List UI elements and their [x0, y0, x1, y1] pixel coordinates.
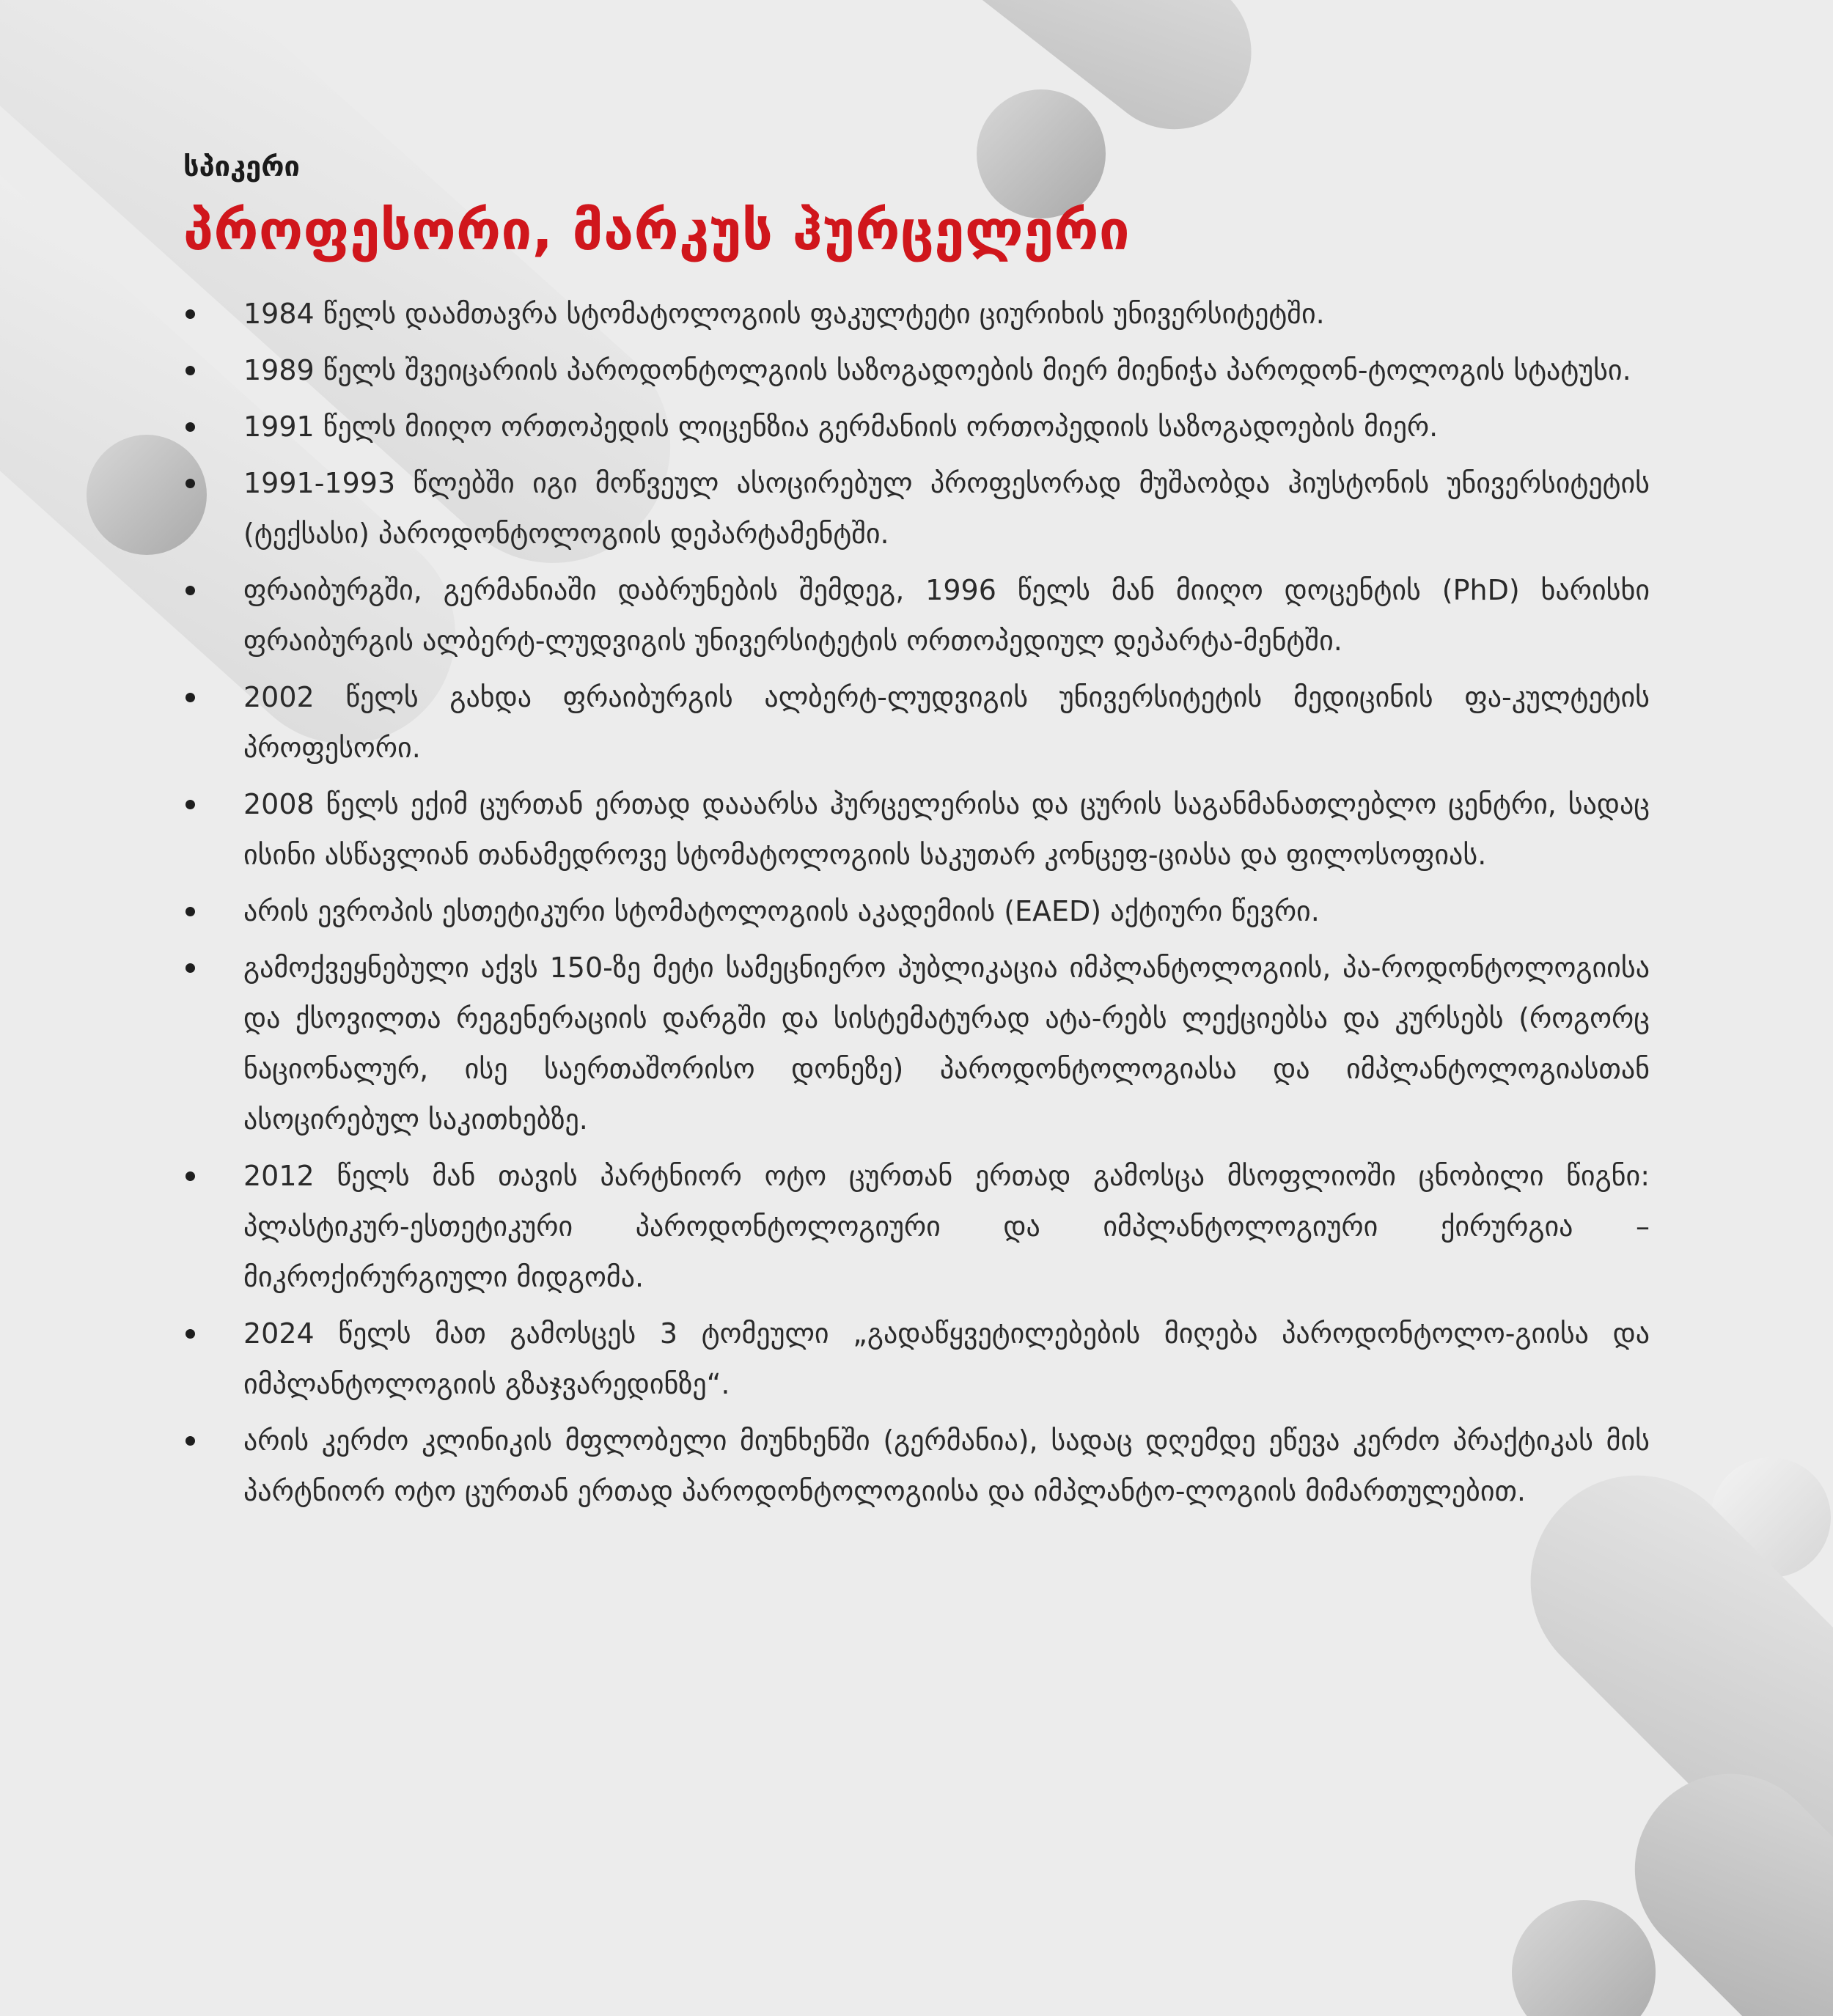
bullet-icon: [185, 309, 195, 319]
bio-item-text: 1991-1993 წლებში იგი მოწვეულ ასოცირებულ პროფესორად მუშაობდა ჰიუსტონის უნივერსიტეტის (ტექსასი) პაროდონტოლოგიის დეპარტამენტში.: [243, 466, 1650, 550]
speaker-label: სპიკერი: [183, 150, 300, 183]
bio-item-text: 2012 წელს მან თავის პარტნიორ ოტო ცურთან ერთად გამოსცა მსოფლიოში ცნობილი წიგნი: პლასტიკურ-ესთეტიკური პაროდონტოლოგიური და იმპლანტოლოგიური ქირურგია – მიკროქირურგიული მიდგომა.: [243, 1159, 1650, 1293]
bullet-icon: [185, 1171, 195, 1181]
bullet-icon: [185, 1436, 195, 1446]
speaker-bio-section: [183, 150, 1650, 1523]
bio-item-text: 1991 წელს მიიღო ორთოპედის ლიცენზია გერმანიის ორთოპედიის საზოგადოების მიერ.: [243, 410, 1439, 443]
bio-item: [183, 458, 1650, 559]
bio-item-text: ფრაიბურგში, გერმანიაში დაბრუნების შემდეგ, 1996 წელს მან მიიღო დოცენტის (PhD) ხარისხი ფრაიბურგის ალბერტ-ლუდვიგის უნივერსიტეტის ორთოპედიულ დეპარტა-მენტში.: [243, 573, 1650, 657]
bio-item: [183, 345, 1650, 396]
bio-list: [183, 289, 1650, 1517]
bio-item: [183, 672, 1650, 773]
bio-item: [183, 402, 1650, 452]
bio-item-text: 2002 წელს გახდა ფრაიბურგის ალბერტ-ლუდვიგის უნივერსიტეტის მედიცინის ფა-კულტეტის პროფესორი.: [243, 680, 1650, 764]
bio-item: [183, 886, 1650, 937]
bio-item: [183, 1416, 1650, 1517]
bullet-icon: [185, 963, 195, 973]
bio-item-text: 1989 წელს შვეიცარიის პაროდონტოლგიის საზოგადოების მიერ მიენიჭა პაროდონ-ტოლოგის სტატუსი.: [243, 353, 1631, 386]
bullet-icon: [185, 586, 195, 595]
bio-item: [183, 1151, 1650, 1303]
bio-item: [183, 943, 1650, 1145]
bullet-icon: [185, 693, 195, 702]
bio-item: [183, 779, 1650, 880]
bullet-icon: [185, 479, 195, 488]
bio-item-text: არის კერძო კლინიკის მფლობელი მიუნხენში (გერმანია), სადაც დღემდე ეწევა კერძო პრაქტიკას მის პარტნიორ ოტო ცურთან ერთად პაროდონტოლოგიისა და იმპლანტო-ლოგიის მიმართულებით.: [243, 1424, 1650, 1507]
bio-item-text: 2008 წელს ექიმ ცურთან ერთად დააარსა ჰურცელერისა და ცურის საგანმანათლებლო ცენტრი, სადაც ისინი ასწავლიან თანამედროვე სტომატოლოგიის საკუთარ კონცეფ-ციასა და ფილოსოფიას.: [243, 787, 1650, 871]
bullet-icon: [185, 422, 195, 432]
bullet-icon: [185, 1329, 195, 1339]
bio-item: [183, 565, 1650, 666]
bio-item: [183, 1309, 1650, 1410]
bullet-icon: [185, 907, 195, 916]
speaker-name-title: პროფესორი, მარკუს ჰურცელერი: [183, 199, 1131, 262]
bullet-icon: [185, 366, 195, 375]
bio-item-text: 1984 წელს დაამთავრა სტომატოლოგიის ფაკულტეტი ციურიხის უნივერსიტეტში.: [243, 297, 1325, 330]
bullet-icon: [185, 800, 195, 809]
bio-item-text: გამოქვეყნებული აქვს 150-ზე მეტი სამეცნიერო პუბლიკაცია იმპლანტოლოგიის, პა-როდონტოლოგიისა და ქსოვილთა რეგენერაციის დარგში და სისტემატურად ატა-რებს ლექციებსა და კურსებს (როგორც ნაციონალურ, ისე საერთაშორისო დონეზე) პაროდონტოლოგიასა და იმპლანტოლოგიასთან ასოცირებულ საკითხებზე.: [243, 951, 1650, 1136]
bio-item: [183, 289, 1650, 339]
bio-item-text: 2024 წელს მათ გამოსცეს 3 ტომეული „გადაწყვეტილებების მიღება პაროდონტოლო-გიისა და იმპლანტოლოგიის გზაჯვარედინზე“.: [243, 1317, 1650, 1400]
bio-item-text: არის ევროპის ესთეტიკური სტომატოლოგიის აკადემიის (EAED) აქტიური წევრი.: [243, 894, 1320, 927]
